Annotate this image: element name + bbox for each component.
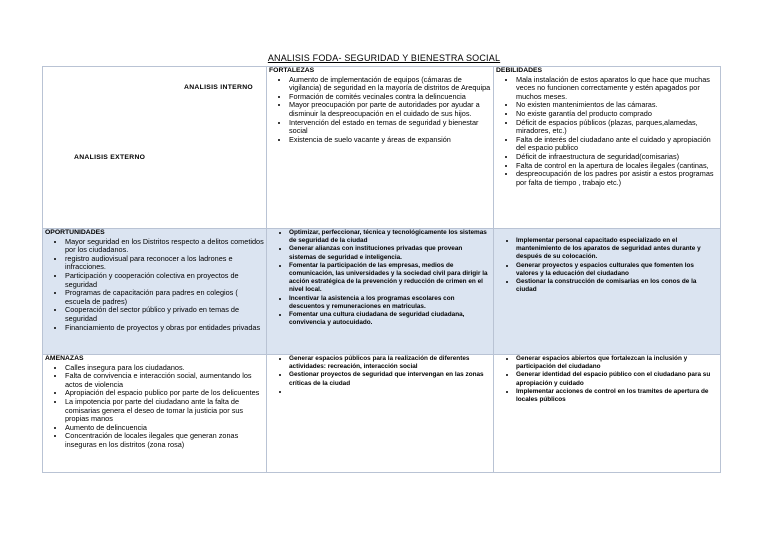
amenazas-header: AMENAZAS	[45, 355, 84, 362]
amenazas-cell	[43, 355, 267, 473]
list-item: • despreocupación de los padres por asistir a estos programas por falta de tiempo , trabajo etc.)	[516, 170, 718, 187]
list-item: • Fomentar una cultura ciudadana de seguridad ciudadana, convivencia y autocuidado.	[289, 311, 491, 327]
list-item: • Gestionar proyectos de seguridad que intervengan en las zonas críticas de la ciudad	[289, 371, 491, 387]
row-oportunidades	[43, 229, 721, 355]
do-strategies-list	[496, 237, 718, 294]
fa-strategies-cell	[267, 355, 494, 473]
list-item: • Implementar acciones de control en los tramites de apertura de locales públicos	[516, 388, 718, 404]
list-item: • Financiamiento de proyectos y obras por entidades privadas	[65, 324, 264, 333]
list-item: • Generar identidad del espacio público con el ciudadano para su apropiación y cuidado	[516, 371, 718, 387]
list-item: • Existencia de suelo vacante y áreas de expansión	[289, 136, 491, 145]
list-item: • Incentivar la asistencia a los programas escolares con descuentos y remuneraciones en matriculas.	[289, 295, 491, 311]
list-item: • Concentración de locales ilegales que generan zonas inseguras en los distritos (zona rosa)	[65, 432, 264, 449]
list-item: • No existe garantía del producto comprado	[516, 110, 718, 119]
list-item: • Déficit de espacios públicos (plazas, parques,alamedas, miradores, etc.)	[516, 119, 718, 136]
fortalezas-cell	[267, 67, 494, 229]
list-item: • Falta de convivencia e interacción social, aumentando los actos de violencia	[65, 372, 264, 389]
list-item: • registro audiovisual para reconocer a los ladrones e infracciones.	[65, 255, 264, 272]
list-item: • Falta de control en la apertura de locales ilegales (cantinas,	[516, 162, 718, 171]
list-item: • Programas de capacitación para padres en colegios ( escuela de padres)	[65, 289, 264, 306]
list-item: • Participación y cooperación colectiva en proyectos de seguridad	[65, 272, 264, 289]
list-item: • Apropiación del espacio publico por parte de los delicuentes	[65, 389, 264, 398]
list-item: • Mayor seguridad en los Distritos respecto a delitos cometidos por los ciudadanos.	[65, 238, 264, 255]
list-item: • Generar alianzas con instituciones privadas que provean sistemas de seguridad e inteligencia.	[289, 245, 491, 261]
fortalezas-list	[269, 76, 491, 145]
list-item: • Intervención del estado en temas de seguridad y bienestar social	[289, 119, 491, 136]
page-title: ANALISIS FODA- SEGURIDAD Y BIENESTRA SOCIAL	[267, 53, 501, 63]
list-item: • Generar espacios abiertos que fortalezcan la inclusión y participación del ciudadano	[516, 355, 718, 371]
debilidades-list	[496, 76, 718, 188]
list-item: • Aumento de delincuencia	[65, 424, 264, 433]
list-item: • Falta de interés del ciudadano ante el cuidado y apropiación del espacio publico	[516, 136, 718, 153]
list-item: • Cooperación del sector público y privado en temas de seguridad	[65, 306, 264, 323]
oportunidades-list	[45, 238, 264, 333]
list-item: • Mayor preocupación por parte de autoridades por ayudar a disminuir la despreocupación en el cuidado de sus hijos.	[289, 101, 491, 118]
row-internal	[43, 67, 721, 229]
row-amenazas	[43, 355, 721, 473]
list-item: • Implementar personal capacitado especializado en el mantenimiento de los aparatos de seguridad antes durante y después de su colocación.	[516, 237, 718, 262]
oportunidades-cell	[43, 229, 267, 355]
foda-table	[42, 66, 721, 473]
list-item: • Formación de comités vecinales contra la delincuencia	[289, 93, 491, 102]
list-item: • No existen mantenimientos de las cámaras.	[516, 101, 718, 110]
list-item: • Gestionar la construcción de comisarias en los conos de la ciudad	[516, 278, 718, 294]
list-item-empty	[289, 388, 491, 396]
fo-strategies-list	[269, 229, 491, 327]
list-item: • Déficit de infraestructura de seguridad(comisarias)	[516, 153, 718, 162]
fortalezas-header: FORTALEZAS	[269, 67, 315, 74]
amenazas-list	[45, 364, 264, 450]
fo-strategies-cell	[267, 229, 494, 355]
list-item: • Aumento de implementación de equipos (cámaras de vigilancia) de seguridad en la mayoría de distritos de Arequipa	[289, 76, 491, 93]
list-item: • Calles insegura para los ciudadanos.	[65, 364, 264, 373]
da-strategies-list	[496, 355, 718, 404]
oportunidades-header: OPORTUNIDADES	[45, 229, 105, 236]
do-strategies-cell	[494, 229, 721, 355]
list-item: • Optimizar, perfeccionar, técnica y tecnológicamente los sistemas de seguridad de la ciudad	[289, 229, 491, 245]
debilidades-header: DEBILIDADES	[496, 67, 543, 74]
fa-strategies-list	[269, 355, 491, 396]
list-item: • Mala instalación de estos aparatos lo que hace que muchas veces no funcionen correctamente y estén apagados por muchos meses.	[516, 76, 718, 102]
list-item: • La impotencia por parte del ciudadano ante la falta de comisarias genera el deseo de tomar la justicia por sus propias manos	[65, 398, 264, 424]
da-strategies-cell	[494, 355, 721, 473]
label-analisis-externo: ANALISIS EXTERNO	[74, 154, 146, 161]
debilidades-cell	[494, 67, 721, 229]
list-item: • Generar espacios públicos para la realización de diferentes actividades: recreación, interacción social	[289, 355, 491, 371]
list-item: • Generar proyectos y espacios culturales que fomenten los valores y la educación del ciudadano	[516, 262, 718, 278]
corner-cell	[43, 67, 267, 229]
label-analisis-interno: ANALISIS INTERNO	[184, 84, 253, 91]
list-item: • Fomentar la participación de las empresas, medios de comunicación, las universidades y la sociedad civil para dirigir la acción estratégica de la prevención y reducción de crimen en el nivel local.	[289, 262, 491, 295]
